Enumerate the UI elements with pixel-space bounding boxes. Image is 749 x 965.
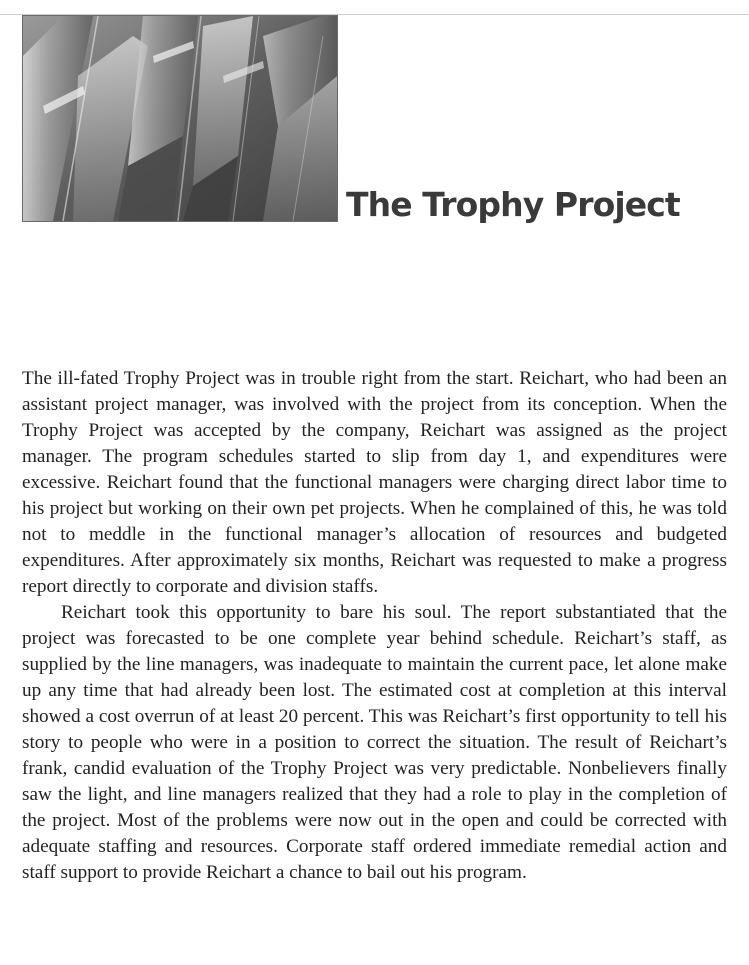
paragraph-2: Reichart took this opportunity to bare his soul. The report substantiated that the project was forecasted to be one complete year behind schedule. Reichart’s staff, as supplied by the line managers, was inadequate to maintain the current pace, let alone make up any time that had already been lost. The estimated cost at completion at this interval showed a cost overrun of at least 20 percent. This was Reichart’s first opportunity to tell his story to people who were in a position to correct the situation. The result of Reichart’s frank, candid evaluation of the Trophy Project was very predictable. Nonbelievers finally saw the light, and line managers realized that they had a role to play in the completion of the project. Most of the problems were now out in the open and could be corrected with adequate staffing and resources. Corporate staff ordered immediate remedial action and staff support to provide Reichart a chance to bail out his program.: [22, 602, 727, 883]
page-title: The Trophy Project: [346, 185, 680, 224]
header-image-glass-blocks: [22, 15, 338, 222]
paragraph-1: The ill-fated Trophy Project was in trouble right from the start. Reichart, who had been an assistant project manager, was involved with the project from its conception. When the Trophy Project was accepted by the company, Reichart was assigned as the project manager. The program schedules started to slip from day 1, and expenditures were excessive. Reichart found that the functional managers were charging direct labor time to his project but working on their own pet projects. When he complained of this, he was told not to meddle in the functional manager’s allocation of resources and budgeted expenditures. After approximately six months, Reichart was requested to make a progress report directly to corporate and division staffs.: [22, 368, 727, 597]
body-text: [22, 366, 727, 886]
